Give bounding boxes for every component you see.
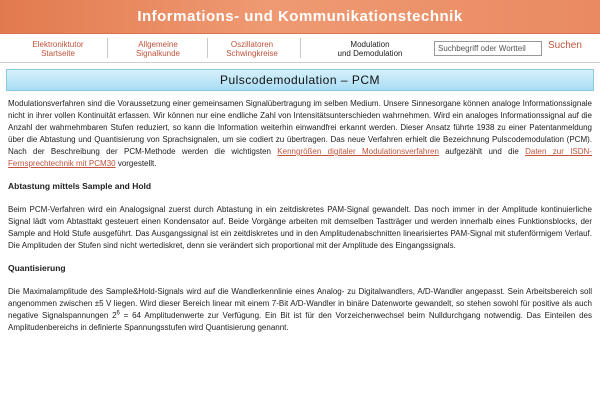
link-isdn-pcm30[interactable]: Daten zur ISDN-Fernsprechtechnik mit PCM30	[8, 147, 592, 168]
search-input[interactable]	[434, 41, 542, 56]
page-title-bar	[6, 69, 594, 91]
nav-item-startseite[interactable]	[18, 40, 98, 58]
nav-item-sublabel: Signalkunde	[135, 49, 181, 58]
nav-item-label: Modulation	[350, 40, 390, 49]
intro-text: vorgestellt.	[115, 159, 157, 168]
nav-item-label: Oszillatoren	[230, 40, 274, 49]
nav-divider	[107, 38, 108, 58]
section-heading-quantisierung: Quantisierung	[8, 263, 66, 273]
exponent: 6	[116, 310, 120, 317]
search-button[interactable]: Suchen	[548, 40, 582, 51]
intro-text: aufgezählt und die	[438, 147, 526, 156]
nav-item-sublabel: Startseite	[41, 49, 75, 58]
nav-item-label: Allgemeine	[138, 40, 178, 49]
link-kenngroessen[interactable]: Kenngrößen digitaler Modulationsverfahren	[277, 147, 439, 156]
site-title: Informations- und Kommunikationstechnik	[137, 8, 463, 25]
section-paragraph-quantisierung	[8, 286, 592, 334]
paragraph-text: Die Maximalamplitude des Sample&Hold-Signals wird auf die Wandlerkennlinie eines Analog- zu Digitalwandlers, A/D-Wandler angepasst. Sein Arbeitsbereich soll angenommen zwischen ±5 V liegen. Wird dieser Bereich linear mit einem 7-Bit A/D-Wandler in binäre Datenworte gewandelt, so stehen sowohl für positive als auch negative Signalspannungen 2	[8, 287, 592, 320]
nav-divider	[300, 38, 301, 58]
nav-item-sublabel: und Demodulation	[337, 49, 403, 58]
intro-paragraph	[8, 98, 592, 170]
article-content	[0, 91, 600, 334]
paragraph-text: = 64 Amplitudenwerte zur Verfügung. Ein Bit ist für den Vorzeichenwechsel beim Nulldurchgang notwendig. Das Einteilen des Amplitudenbereichs in definierte Spannungsstufen wird Quantisierung genannt.	[8, 311, 593, 332]
nav-item-modulation[interactable]	[325, 40, 415, 58]
nav-item-oszillatoren[interactable]	[212, 40, 292, 58]
section-heading-abtastung: Abtastung mittels Sample and Hold	[8, 181, 152, 191]
nav-item-sublabel: Schwingkreise	[226, 49, 278, 58]
nav-item-label: Elektroniktutor	[32, 40, 84, 49]
page-title: Pulscodemodulation – PCM	[219, 73, 381, 87]
intro-text: Modulationsverfahren sind die Voraussetzung einer gemeinsamen Signalübertragung im selben Medium. Unsere Sinnesorgane können analoge Informationssignale nicht in ihrer vollen Kontinuität erfassen. Wir können nur eine endliche Zahl von Intensitätsunterschieden wahrnehmen. Wird ein analoges Informationssignal auf die Anzahl der wahrnehmbaren Stufen reduziert, so kann die Information weiterhin einwandfrei erkannt werden. Dieser Ansatz führte 1938 zu einer Patentanmeldung über die Abtastung und Quantisierung von Sprachsignalen, um sie codiert zu übertragen. Das neue Verfahren erhielt die Bezeichnung Pulscodemodulation (PCM). Nach der Beschreibung der PCM-Methode werden die wichtigsten	[8, 99, 592, 156]
section-paragraph-abtastung: Beim PCM-Verfahren wird ein Analogsignal zuerst durch Abtastung in ein zeitdiskretes PAM-Signal gewandelt. Das noch immer in der Amplitude kontinuierliche Signal lädt vom Abtasttakt gesteuert einen Kondensator auf. Beide Vorgänge arbeiten mit demselben Tastträger und werden innerhalb eines Funktionsblocks, der Sample and Hold Stufe ausgeführt. Das Ausgangssignal ist ein zeitdiskretes und in den Amplitudenabschnitten linearisiertes PAM-Signal mit stufenförmigem Verlauf. Die Amplituden der Stufen sind nicht wertediskret, denn sie verändert sich proportional mit der Amplitude des Eingangssignals.	[8, 205, 592, 250]
top-navigation	[0, 34, 600, 63]
nav-divider	[207, 38, 208, 58]
nav-item-signalkunde[interactable]	[118, 40, 198, 58]
site-banner	[0, 0, 600, 34]
